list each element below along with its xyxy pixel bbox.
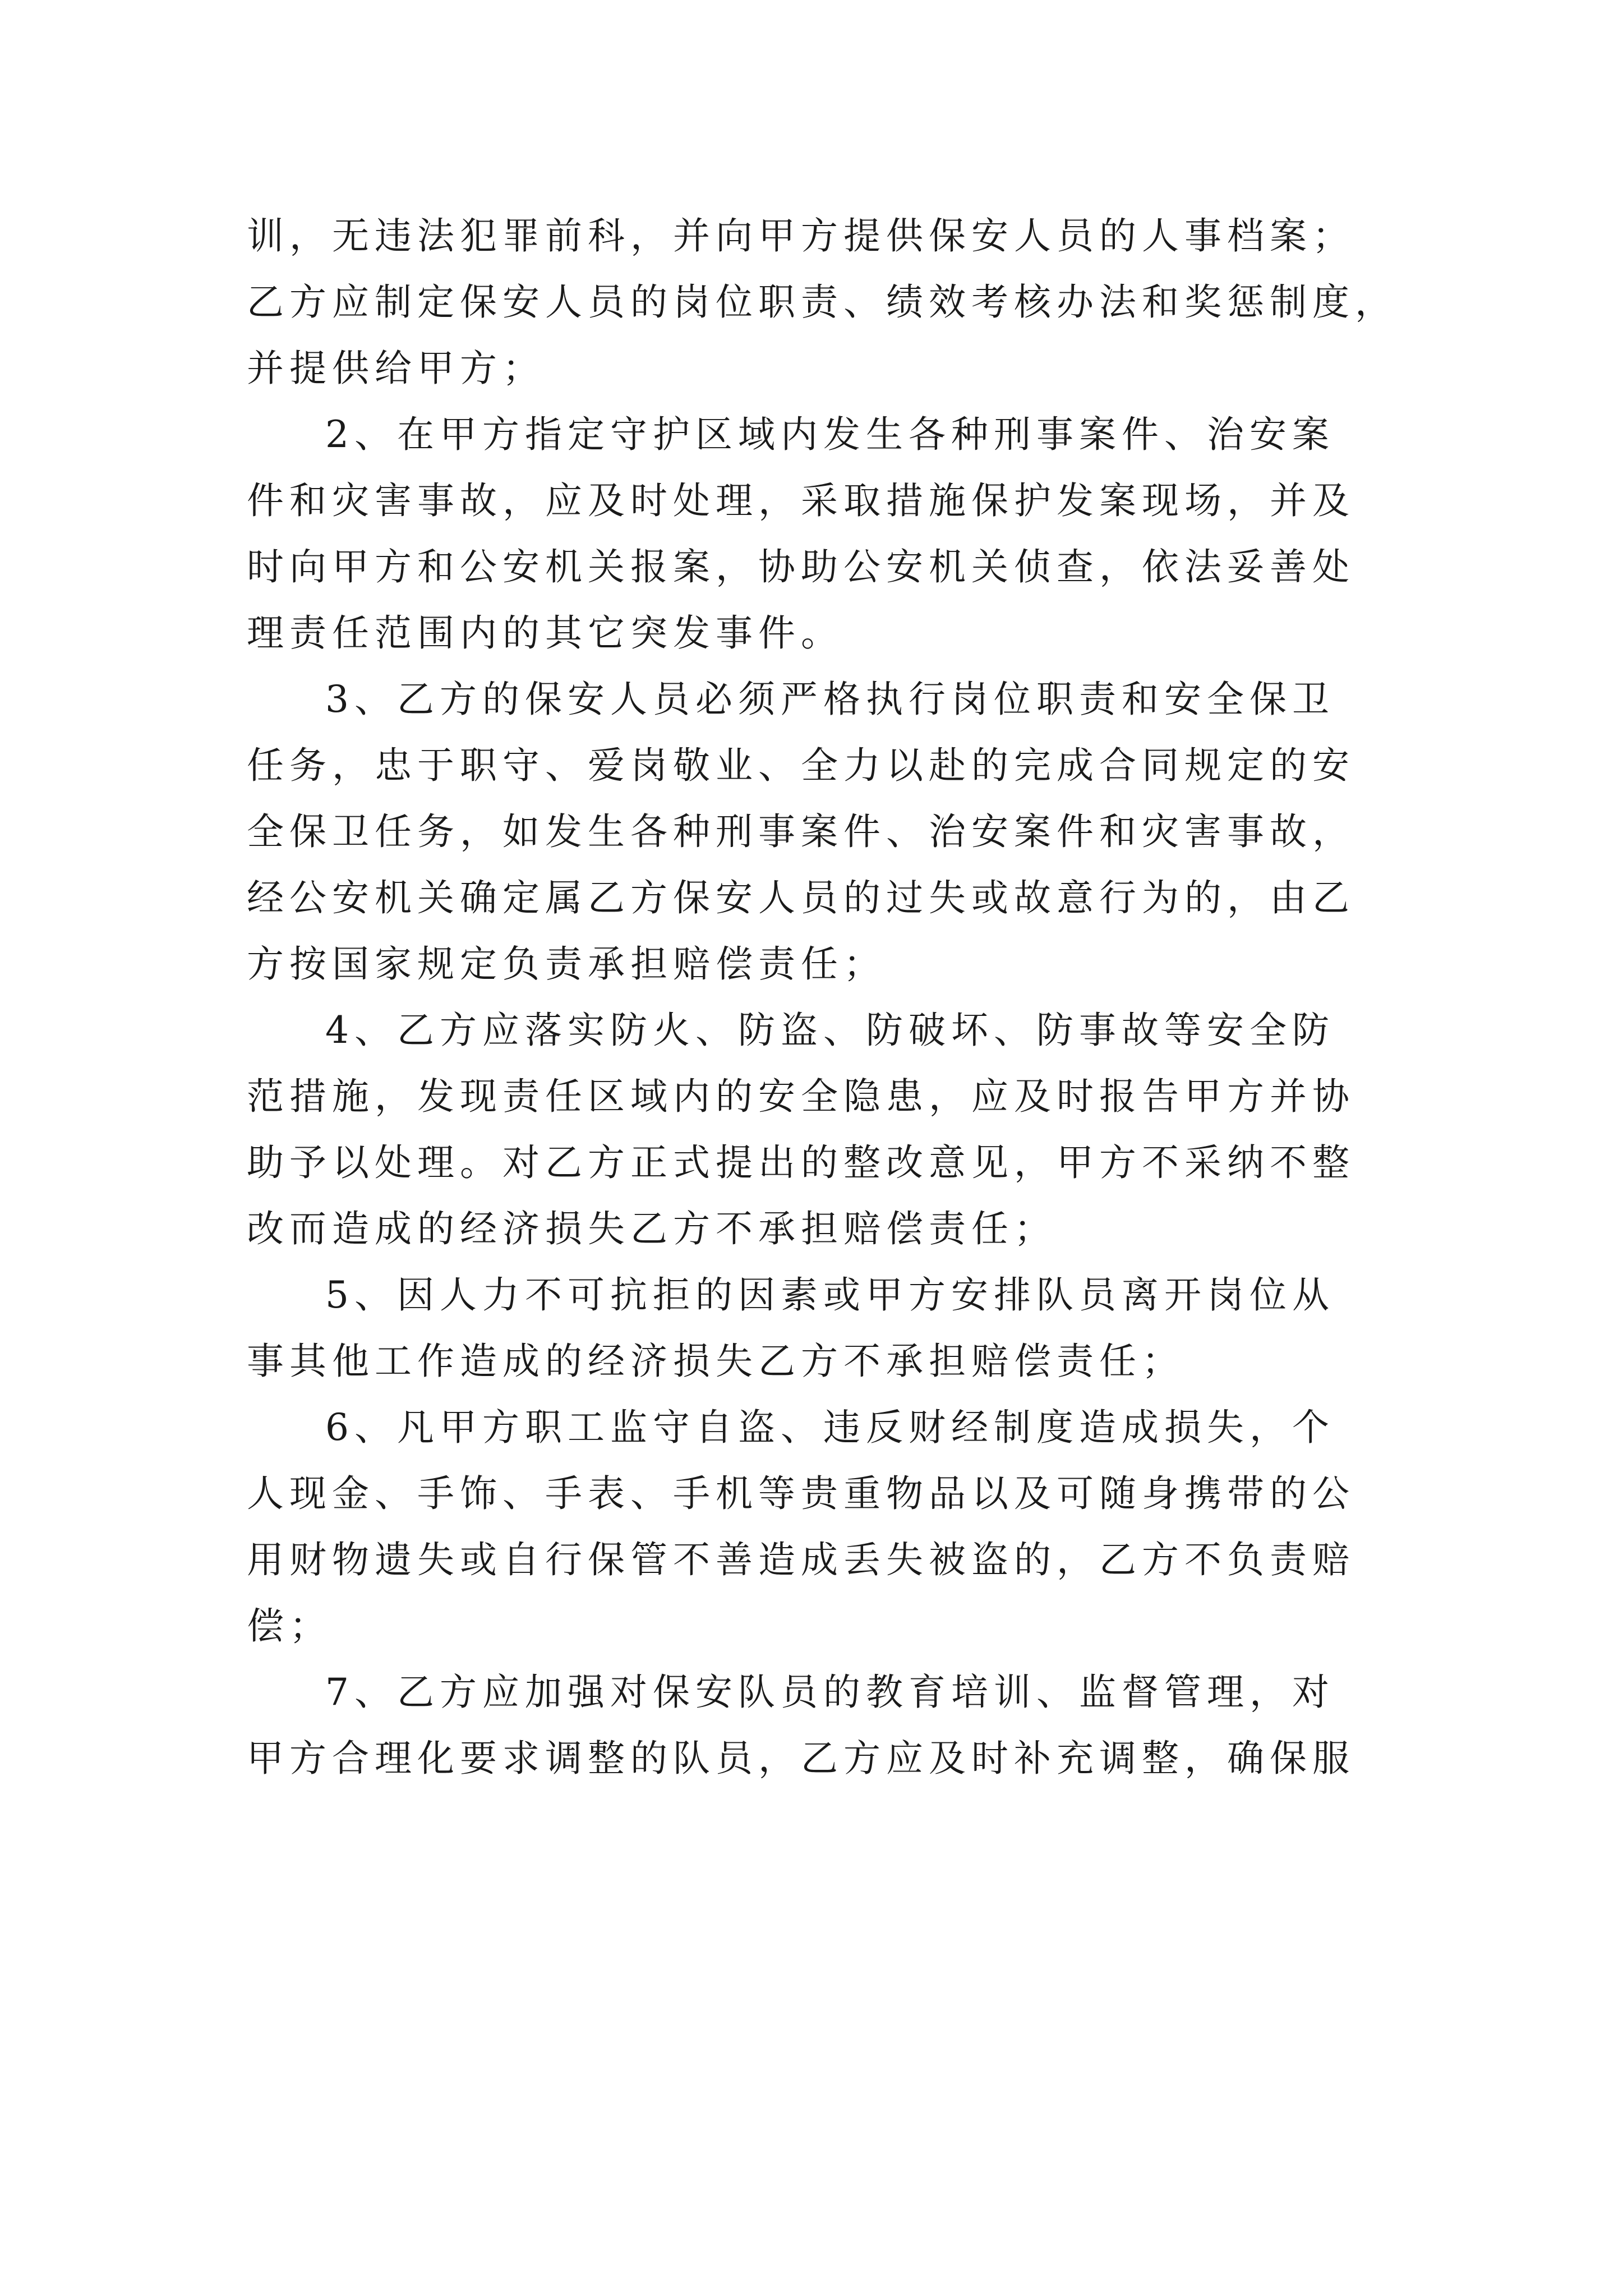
paragraph-6-first-line: 6、凡甲方职工监守自盗、违反财经制度造成损失，个: [325, 1406, 1335, 1449]
text-line: 人现金、手饰、手表、手机等贵重物品以及可随身携带的公: [247, 1472, 1355, 1515]
text-line: 范措施，发现责任区域内的安全隐患，应及时报告甲方并协: [247, 1075, 1355, 1118]
text-line: 助予以处理。对乙方正式提出的整改意见，甲方不采纳不整: [247, 1141, 1355, 1184]
paragraph-2-first-line: 2、在甲方指定守护区域内发生各种刑事案件、治安案: [325, 413, 1335, 456]
text-line: 经公安机关确定属乙方保安人员的过失或故意行为的，由乙: [247, 876, 1355, 919]
text-line: 全保卫任务，如发生各种刑事案件、治安案件和灾害事故，: [247, 810, 1355, 853]
text-line: 件和灾害事故，应及时处理，采取措施保护发案现场，并及: [247, 479, 1355, 522]
text-line: 任务，忠于职守、爱岗敬业、全力以赴的完成合同规定的安: [247, 744, 1355, 787]
text-line: 乙方应制定保安人员的岗位职责、绩效考核办法和奖惩制度，: [247, 280, 1398, 324]
text-line: 用财物遗失或自行保管不善造成丢失被盗的，乙方不负责赔: [247, 1538, 1355, 1581]
text-line: 训，无违法犯罪前科，并向甲方提供保安人员的人事档案；: [247, 214, 1355, 257]
text-line: 并提供给甲方；: [247, 347, 545, 390]
text-line: 事其他工作造成的经济损失乙方不承担赔偿责任；: [247, 1340, 1184, 1383]
text-line: 甲方合理化要求调整的队员，乙方应及时补充调整，确保服: [247, 1737, 1355, 1780]
text-line: 时向甲方和公安机关报案，协助公安机关侦查，依法妥善处: [247, 545, 1355, 588]
paragraph-5-first-line: 5、因人力不可抗拒的因素或甲方安排队员离开岗位从: [325, 1273, 1335, 1317]
paragraph-7-first-line: 7、乙方应加强对保安队员的教育培训、监督管理，对: [325, 1671, 1335, 1714]
paragraph-4-first-line: 4、乙方应落实防火、防盗、防破坏、防事故等安全防: [325, 1009, 1335, 1052]
text-line: 改而造成的经济损失乙方不承担赔偿责任；: [247, 1207, 1057, 1250]
text-line: 理责任范围内的其它突发事件。: [247, 611, 843, 655]
text-line: 偿；: [247, 1604, 332, 1648]
document-body: [247, 203, 1413, 1792]
paragraph-3-first-line: 3、乙方的保安人员必须严格执行岗位职责和安全保卫: [325, 678, 1335, 721]
text-line: 方按国家规定负责承担赔偿责任；: [247, 942, 886, 986]
